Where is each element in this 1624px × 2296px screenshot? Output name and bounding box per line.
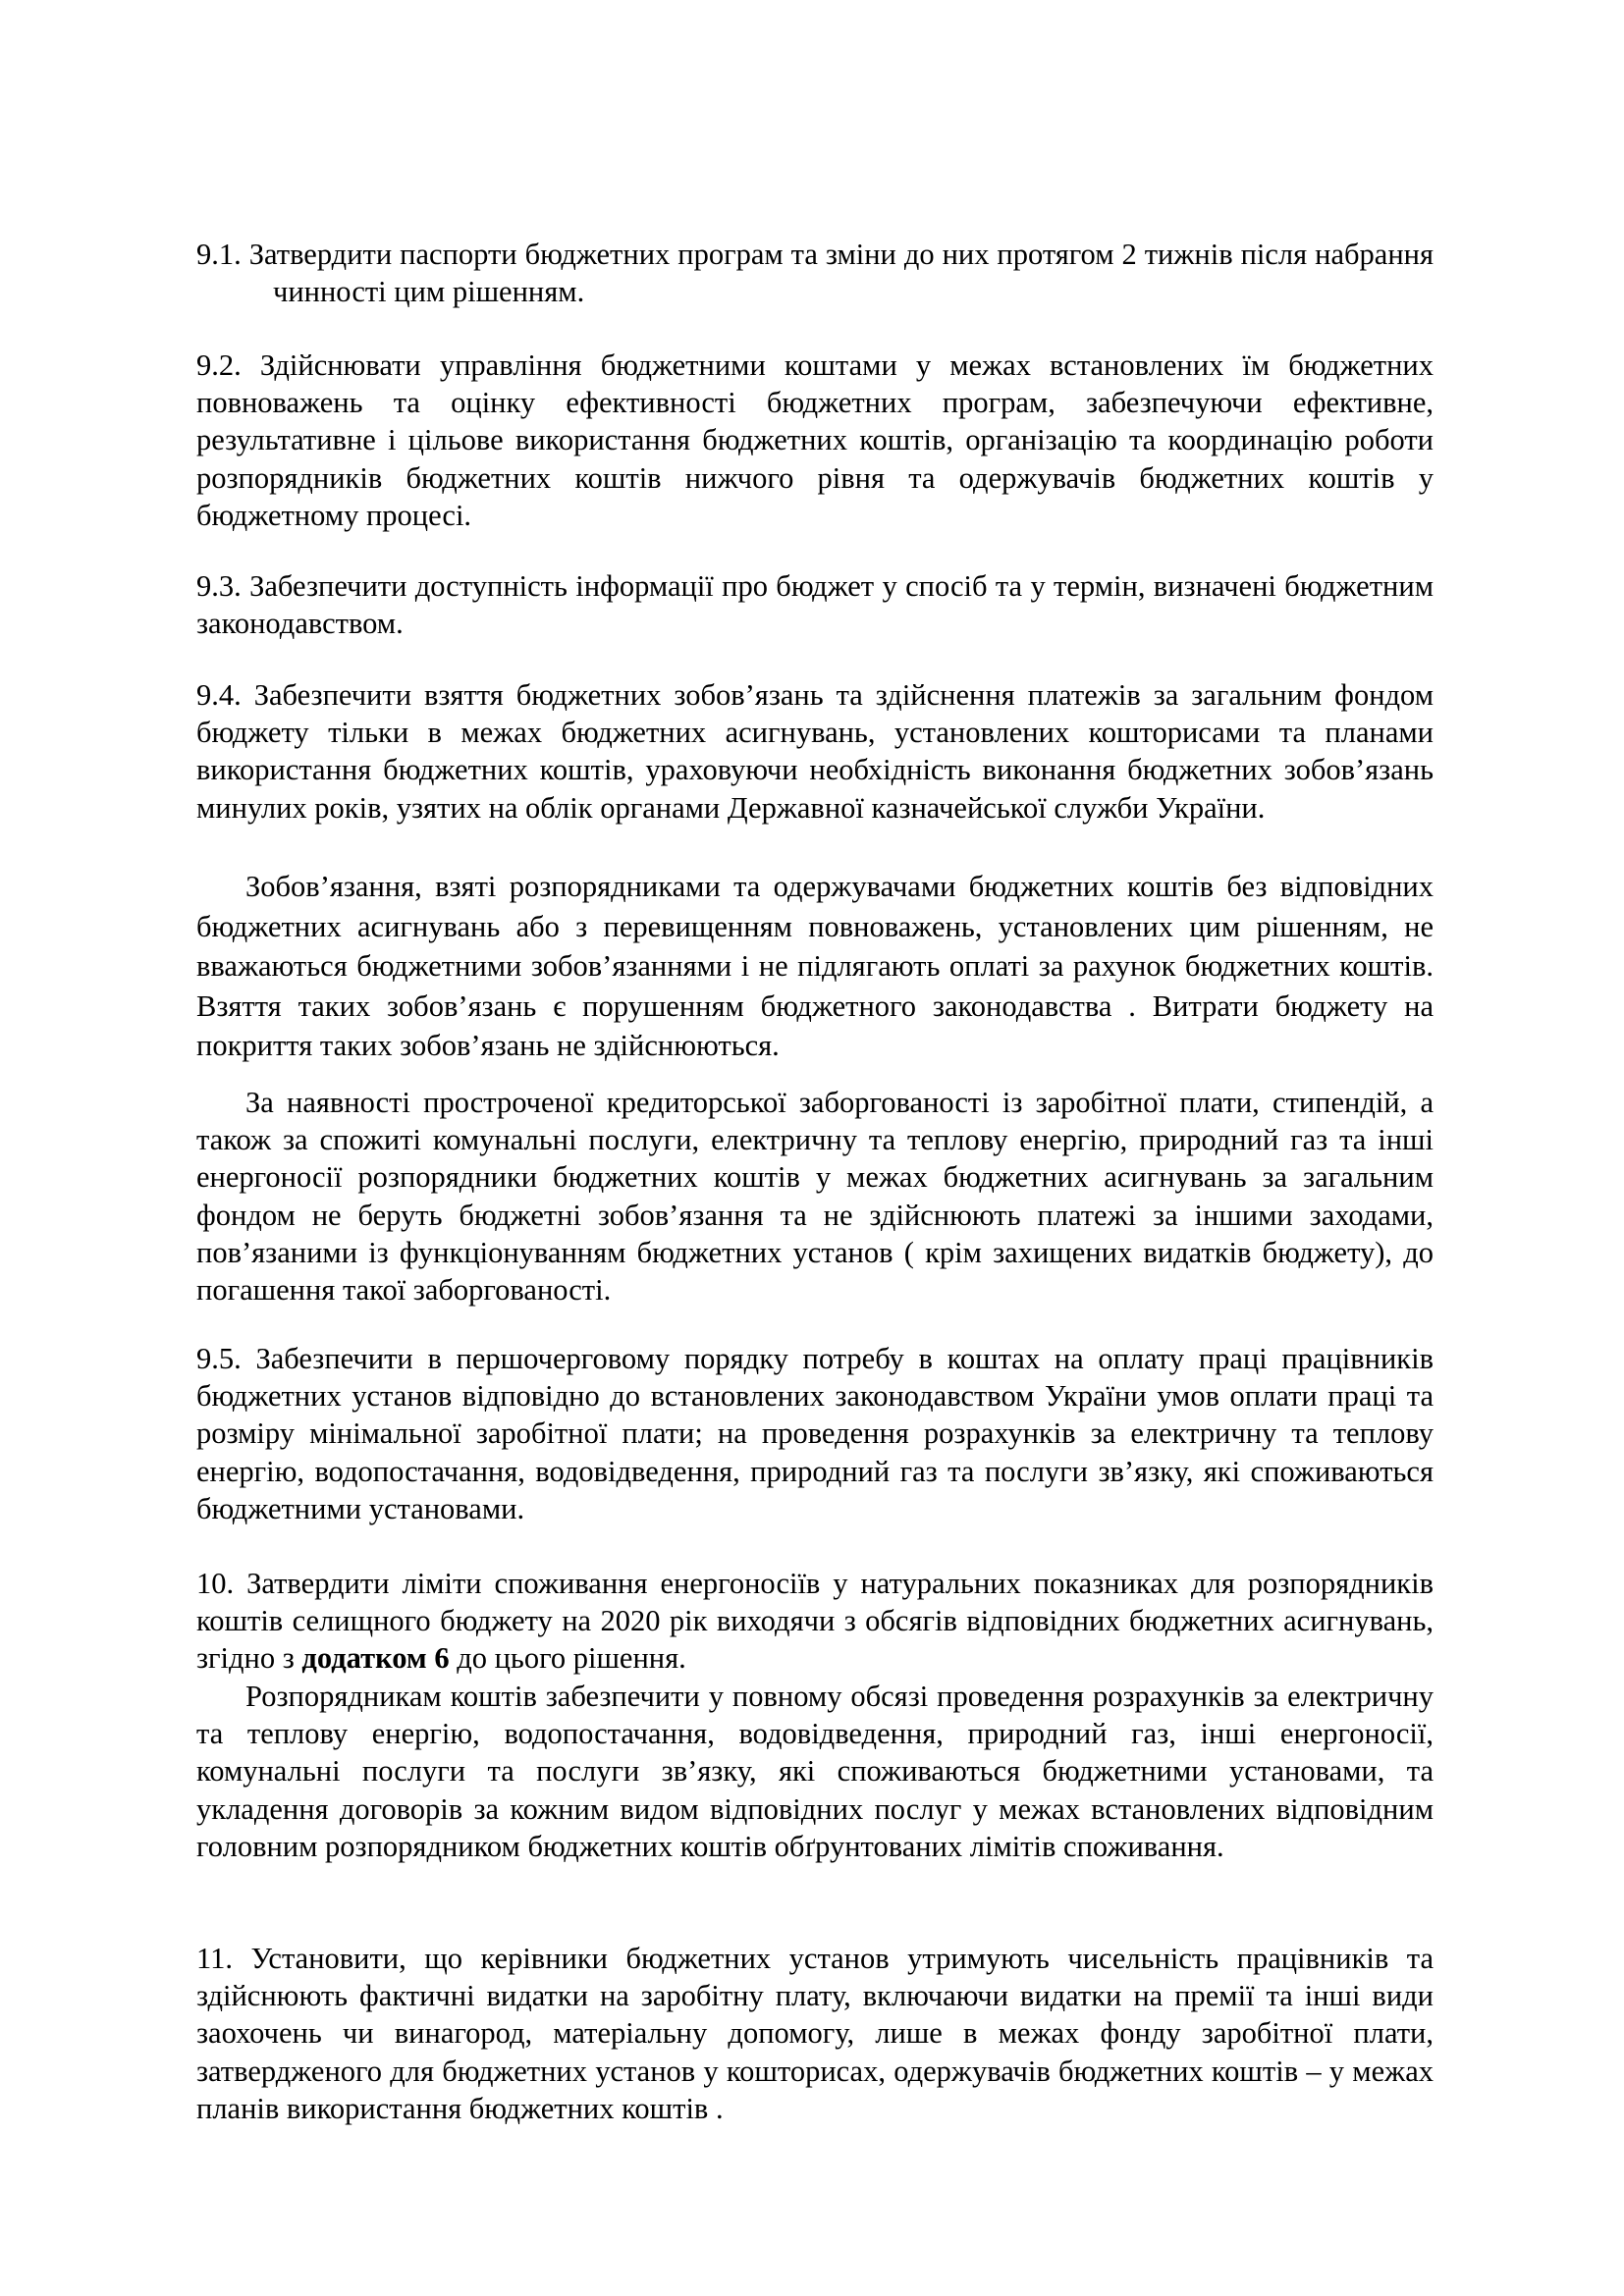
paragraph-9-4: 9.4. Забезпечити взяття бюджетних зобов’язань та здійснення платежів за загальним фондом бюджету тільки в межах бюджетних асигнувань, установлених кошторисами та планами використання бюджетних коштів, ураховуючи необхідність виконання бюджетних зобов’язань минулих років, узятих на облік органами Державної казначейської служби України. [196,678,1434,825]
paragraph-10-text-end: до цього рішення. [449,1641,686,1676]
paragraph-9-1: 9.1. Затвердити паспорти бюджетних програм та зміни до них протягом 2 тижнів після набрання чинності цим рішенням. [196,238,1434,309]
paragraph-10-text: 10. Затвердити ліміти споживання енергоносіїв у натуральних показниках для розпорядників коштів селищного бюджету на 2020 рік виходячи з обсягів відповідних бюджетних асигнувань, згідно з [196,1567,1434,1676]
paragraph-9-3: 9.3. Забезпечити доступність інформації про бюджет у спосіб та у термін, визначені бюджетним законодавством. [196,569,1434,641]
paragraph-9-2: 9.2. Здійснювати управління бюджетними коштами у межах встановлених їм бюджетних повноважень та оцінку ефективності бюджетних програм, забезпечуючи ефективне, результативне і цільове використання бюджетних коштів, організацію та координацію роботи розпорядників бюджетних коштів нижчого рівня та одержувачів бюджетних коштів у бюджетному процесі. [196,348,1434,532]
paragraph-10 [196,1565,1434,1678]
paragraph-9-4-obligations: Зобов’язання, взяті розпорядниками та одержувачами бюджетних коштів без відповідних бюджетних асигнувань або з перевищенням повноважень, установлених цим рішенням, не вважаються бюджетними зобов’язаннями і не підлягають оплаті за рахунок бюджетних коштів. Взяття таких зобов’язань є порушенням бюджетного законодавства . Витрати бюджету на покриття таких зобов’язань не здійснюються. [196,870,1434,1063]
paragraph-9-4-arrears: За наявності простроченої кредиторської заборгованості із заробітної плати, стипендій, а також за спожиті комунальні послуги, електричну та теплову енергію, природний газ та інші енергоносії розпорядники бюджетних коштів у межах бюджетних асигнувань за загальним фондом не беруть бюджетні зобов’язання та не здійснюють платежі за іншими заходами, пов’язаними із функціонуванням бюджетних установ ( крім захищених видатків бюджету), до погашення такої заборгованості. [196,1086,1434,1308]
paragraph-9-5: 9.5. Забезпечити в першочерговому порядку потребу в коштах на оплату праці працівників бюджетних установ відповідно до встановлених законодавством України умов оплати праці та розміру мінімальної заробітної плати; на проведення розрахунків за електричну та теплову енергію, водопостачання, водовідведення, природний газ та послуги зв’язку, які споживаються бюджетними установами. [196,1342,1434,1525]
appendix-6-reference: додатком 6 [301,1641,450,1676]
paragraph-10-managers: Розпорядникам коштів забезпечити у повному обсязі проведення розрахунків за електричну та теплову енергію, водопостачання, водовідведення, природний газ, інші енергоносії, комунальні послуги та послуги зв’язку, які споживаються бюджетними установами, та укладення договорів за кожним видом відповідних послуг у межах встановлених відповідним головним розпорядником бюджетних коштів обґрунтованих лімітів споживання. [196,1680,1434,1863]
paragraph-11: 11. Установити, що керівники бюджетних установ утримують чисельність працівників та здійснюють фактичні видатки на заробітну плату, включаючи видатки на премії та інші види заохочень чи винагород, матеріальну допомогу, лише в межах фонду заробітної плати, затвердженого для бюджетних установ у кошторисах, одержувачів бюджетних коштів – у межах планів використання бюджетних коштів . [196,1942,1434,2125]
